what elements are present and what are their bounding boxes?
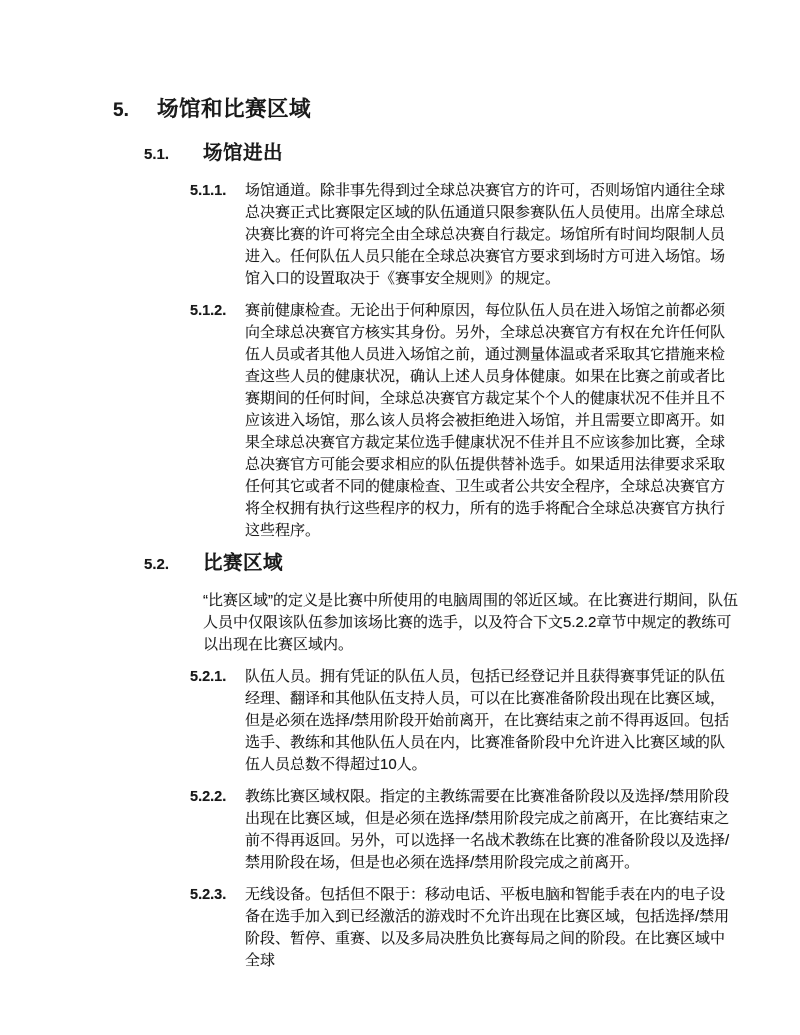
section-heading-5-1 <box>144 142 800 166</box>
clause-text: 教练比赛区域权限。指定的主教练需要在比赛准备阶段以及选择/禁用阶段出现在比赛区域，但是必须在选择/禁用阶段完成之前离开，在比赛结束之前不得再返回。另外，可以选择一名战术教练在比赛的准备阶段以及选择/禁用阶段在场，但是也必须在选择/禁用阶段完成之前离开。 <box>245 788 730 871</box>
chapter-number: 5. <box>113 100 129 121</box>
clause-number: 5.2.1. <box>190 669 227 685</box>
section-intro-paragraph: “比赛区域”的定义是比赛中所使用的电脑周围的邻近区域。在比赛进行期间，队伍人员中仅限该队伍参加该场比赛的选手，以及符合下文5.2.2章节中规定的教练可以出现在比赛区域内。 <box>203 592 738 653</box>
clause-5-1-2 <box>190 300 800 542</box>
chapter-heading <box>113 97 800 123</box>
clause-5-2-3 <box>190 884 800 972</box>
clause-number: 5.1.2. <box>190 303 227 319</box>
clause-number: 5.1.1. <box>190 183 227 199</box>
clause-5-2-2 <box>190 786 800 874</box>
section-heading-5-2 <box>144 552 800 576</box>
section-venue-access <box>0 142 800 542</box>
clause-text: 场馆通道。除非事先得到过全球总决赛官方的许可，否则场馆内通往全球总决赛正式比赛限定区域的队伍通道只限参赛队伍人员使用。出席全球总决赛比赛的许可将完全由全球总决赛自行裁定。场馆所有时间均限制人员进入。任何队伍人员只能在全球总决赛官方要求到场时方可进入场馆。场馆入口的设置取决于《赛事安全规则》的规定。 <box>245 182 726 287</box>
clause-text: 无线设备。包括但不限于：移动电话、平板电脑和智能手表在内的电子设备在选手加入到已经激活的游戏时不允许出现在比赛区域，包括选择/禁用阶段、暂停、重赛、以及多局决胜负比赛每局之间的阶段。在比赛区域中全球 <box>245 886 730 969</box>
clause-text: 赛前健康检查。无论出于何种原因，每位队伍人员在进入场馆之前都必须向全球总决赛官方核实其身份。另外，全球总决赛官方有权在允许任何队伍人员或者其他人员进入场馆之前，通过测量体温或者采取其它措施来检查这些人员的健康状况，确认上述人员身体健康。如果在比赛之前或者比赛期间的任何时间，全球总决赛官方裁定某个个人的健康状况不佳并且不应该进入场馆，那么该人员将会被拒绝进入场馆，并且需要立即离开。如果全球总决赛官方裁定某位选手健康状况不佳并且不应该参加比赛，全球总决赛官方可能会要求相应的队伍提供替补选手。如果适用法律要求采取任何其它或者不同的健康检查、卫生或者公共安全程序，全球总决赛官方将全权拥有执行这些程序的权力，所有的选手将配合全球总决赛官方执行这些程序。 <box>245 302 726 539</box>
section-title: 场馆进出 <box>203 142 284 164</box>
clause-5-1-1 <box>190 180 800 290</box>
clause-5-2-1 <box>190 666 800 776</box>
clause-text: 队伍人员。拥有凭证的队伍人员，包括已经登记并且获得赛事凭证的队伍经理、翻译和其他队伍支持人员，可以在比赛准备阶段出现在比赛区域，但是必须在选择/禁用阶段开始前离开，在比赛结束之前不得再返回。包括选手、教练和其他队伍人员在内，比赛准备阶段中允许进入比赛区域的队伍人员总数不得超过10人。 <box>245 668 730 773</box>
chapter-title: 场馆和比赛区域 <box>157 97 312 121</box>
clause-number: 5.2.3. <box>190 887 227 903</box>
section-competition-area <box>0 552 800 972</box>
section-number: 5.2. <box>144 556 170 573</box>
clause-number: 5.2.2. <box>190 789 227 805</box>
section-title: 比赛区域 <box>203 552 284 574</box>
section-number: 5.1. <box>144 146 170 163</box>
